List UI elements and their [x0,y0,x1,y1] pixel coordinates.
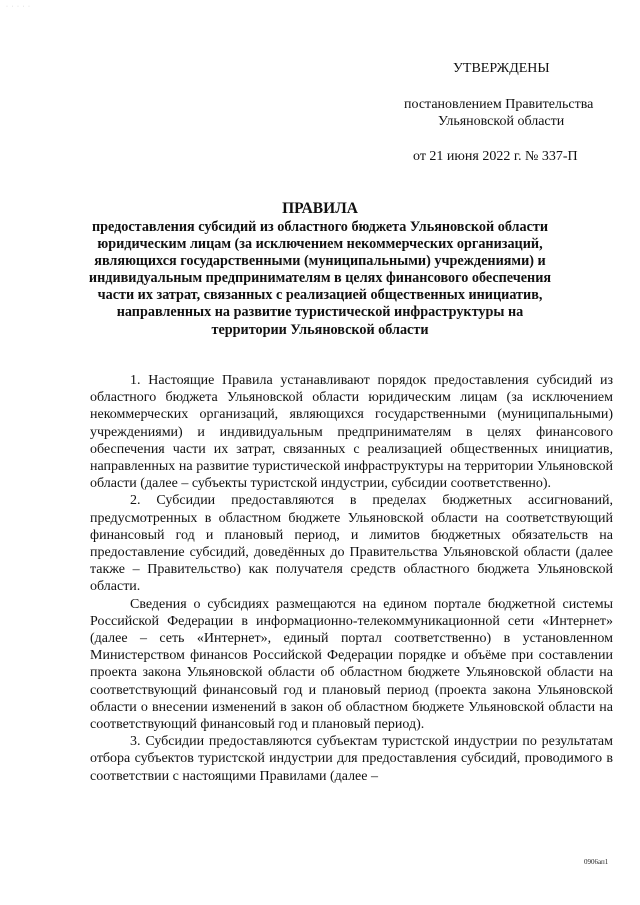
footer-code: 0906ап1 [584,858,609,866]
approval-line-1: постановлением Правительства [404,97,594,112]
paragraph-3: Сведения о субсидиях размещаются на едином портале бюджетной системы Российской Федерации в информационно-телекоммуникационной сети «Интернет» (далее – сеть «Интернет», единый портал соответственно) в установленном Министерством финансов Российской Федерации порядке и объёме при составлении проекта закона Ульяновской области об областном бюджете Ульяновской области на соответствующий финансовый год и плановый период (проекта закона Ульяновской области о внесении изменений в закон об областном бюджете Ульяновской области на соответствующий финансовый год и плановый период). [90,596,613,733]
approval-date: от 21 июня 2022 г. № 337-П [413,149,578,164]
approval-title: УТВЕРЖДЕНЫ [453,61,550,76]
paragraph-2: 2. Субсидии предоставляются в пределах бюджетных ассигнований, предусмотренных в областном бюджете Ульяновской области на соответствующий финансовый год и плановый период, и лимитов бюджетных обязательств на предоставление субсидий, доведённых до Правительства Ульяновской области (далее также – Правительство) как получателя средств областного бюджета Ульяновской области. [90,493,613,595]
corner-mark: · · · · · [6,4,31,10]
document-title: ПРАВИЛА [282,200,358,217]
paragraph-1: 1. Настоящие Правила устанавливают порядок предоставления субсидий из областного бюджета Ульяновской области юридическим лицам (за исключением некоммерческих организаций, являющихся государственными (муниципальными) учреждениями) и индивидуальным предпринимателям в целях финансового обеспечения части их затрат, связанных с реализацией общественных инициатив, направленных на развитие туристической инфраструктуры на территории Ульяновской области (далее – субъекты туристской индустрии, субсидии соответственно). [90,373,613,492]
document-body [90,372,613,785]
paragraph-4: 3. Субсидии предоставляются субъектам туристской индустрии по результатам отбора субъектов туристской индустрии для предоставления субсидий, проводимого в соответствии с настоящими Правилами (далее – [90,734,613,784]
document-subtitle: предоставления субсидий из областного бюджета Ульяновской области юридическим лицам (за исключением некоммерческих организаций, являющихся государственными (муниципальными) учреждениями) и индивидуальным предпринимателям в целях финансового обеспечения части их затрат, связанных с реализацией общественных инициатив, направленных на развитие туристической инфраструктуры на территории Ульяновской области [88,219,552,338]
approval-line-2: Ульяновской области [438,114,565,129]
